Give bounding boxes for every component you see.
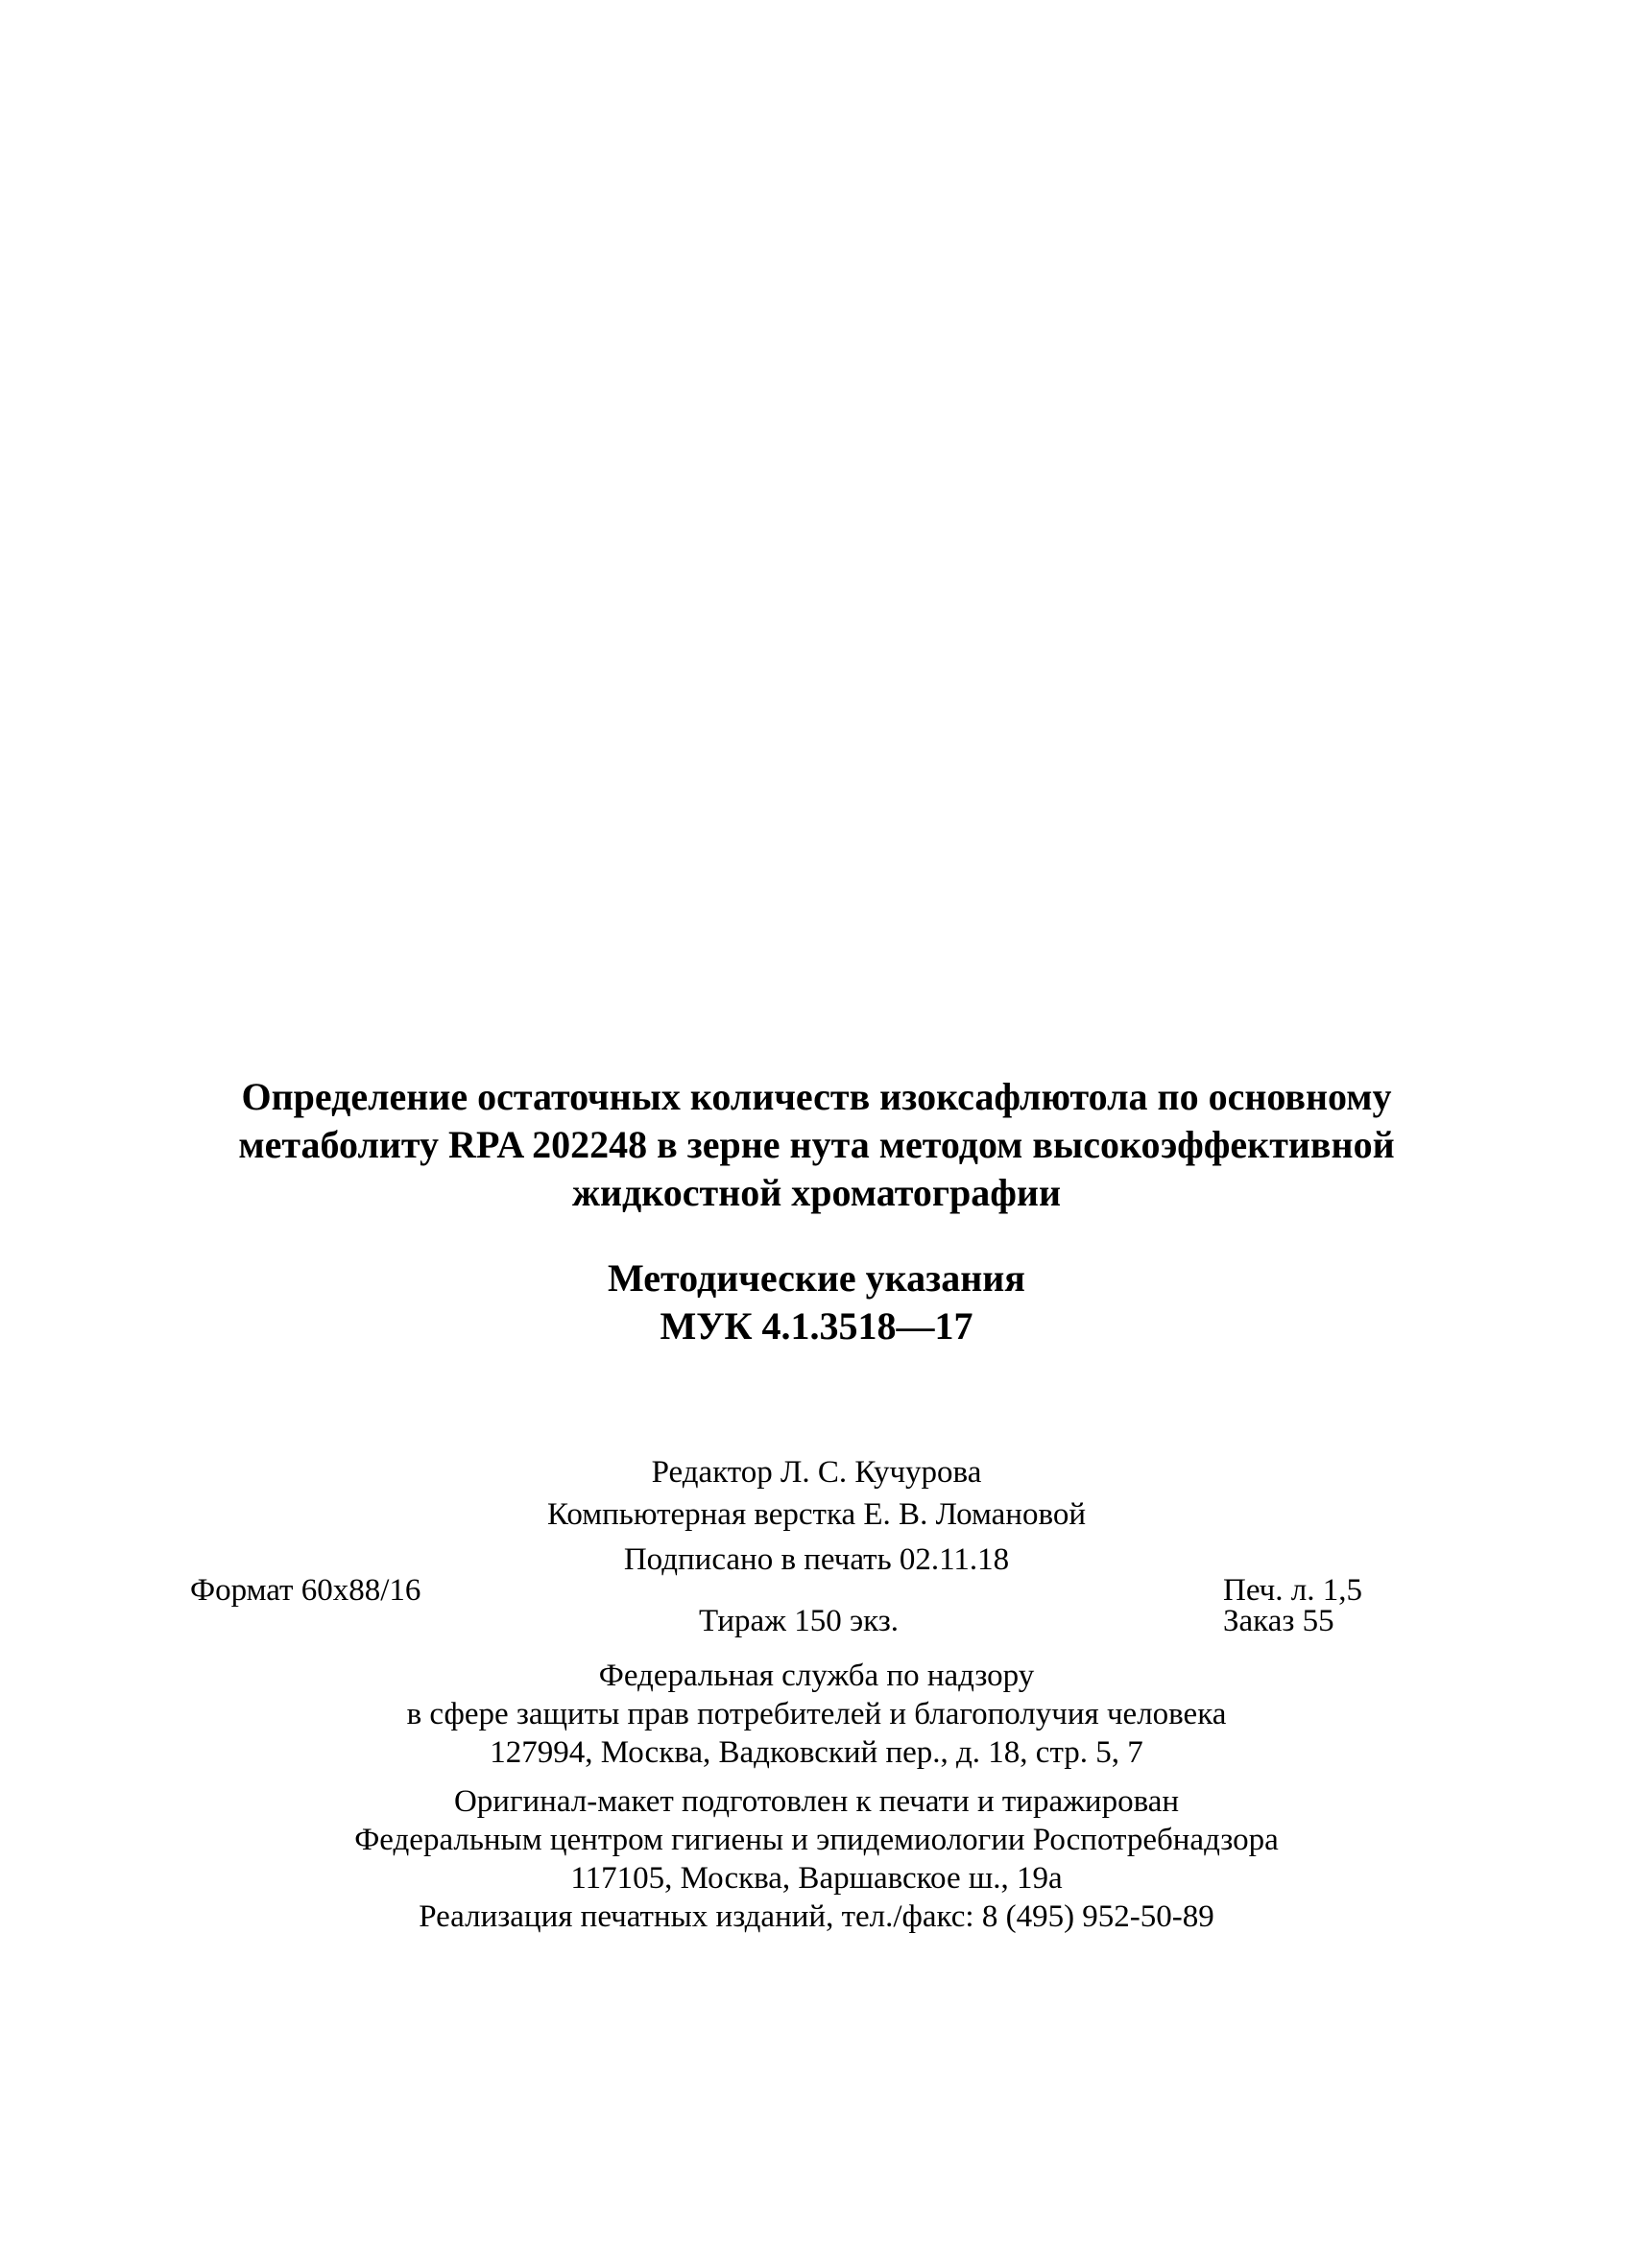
credits (0, 1451, 1633, 1536)
publisher-line-2: в сфере защиты прав потребителей и благополучия человека (406, 1697, 1227, 1731)
subtitle-line-2: МУК 4.1.3518—17 (660, 1304, 973, 1348)
document-subtitle (0, 1254, 1633, 1350)
print-format: Формат 60x88/16 (190, 1573, 421, 1608)
subtitle-line-1: Методические указания (608, 1256, 1025, 1300)
editor-credit: Редактор Л. С. Кучурова (651, 1455, 982, 1490)
printer-line-3: 117105, Москва, Варшавское ш., 19а (570, 1861, 1063, 1896)
document-title (0, 1073, 1633, 1217)
publisher-line-1: Федеральная служба по надзору (598, 1659, 1035, 1693)
title-line-3: жидкостной хроматографии (571, 1171, 1062, 1214)
printer-line-1: Оригинал-макет подготовлен к печати и тиражирован (453, 1784, 1180, 1819)
signed-date: Подписано в печать 02.11.18 (623, 1542, 1010, 1577)
title-line-2: метаболиту RPA 202248 в зерне нута методом высокоэффективной (238, 1123, 1395, 1166)
printer-line-4: Реализация печатных изданий, тел./факс: 8 (495) 952-50-89 (419, 1899, 1214, 1934)
printer-line-2: Федеральным центром гигиены и эпидемиологии Роспотребнадзора (354, 1823, 1279, 1857)
print-order: Заказ 55 (1223, 1604, 1334, 1638)
layout-credit: Компьютерная верстка Е. В. Ломановой (547, 1497, 1086, 1532)
printer-info (0, 1782, 1633, 1936)
publisher-line-3: 127994, Москва, Вадковский пер., д. 18, стр. 5, 7 (490, 1735, 1143, 1770)
print-sheets: Печ. л. 1,5 (1223, 1573, 1362, 1608)
print-circulation: Тираж 150 экз. (699, 1604, 899, 1638)
publisher-info (0, 1657, 1633, 1772)
title-line-1: Определение остаточных количеств изоксафлютола по основному (241, 1075, 1392, 1118)
